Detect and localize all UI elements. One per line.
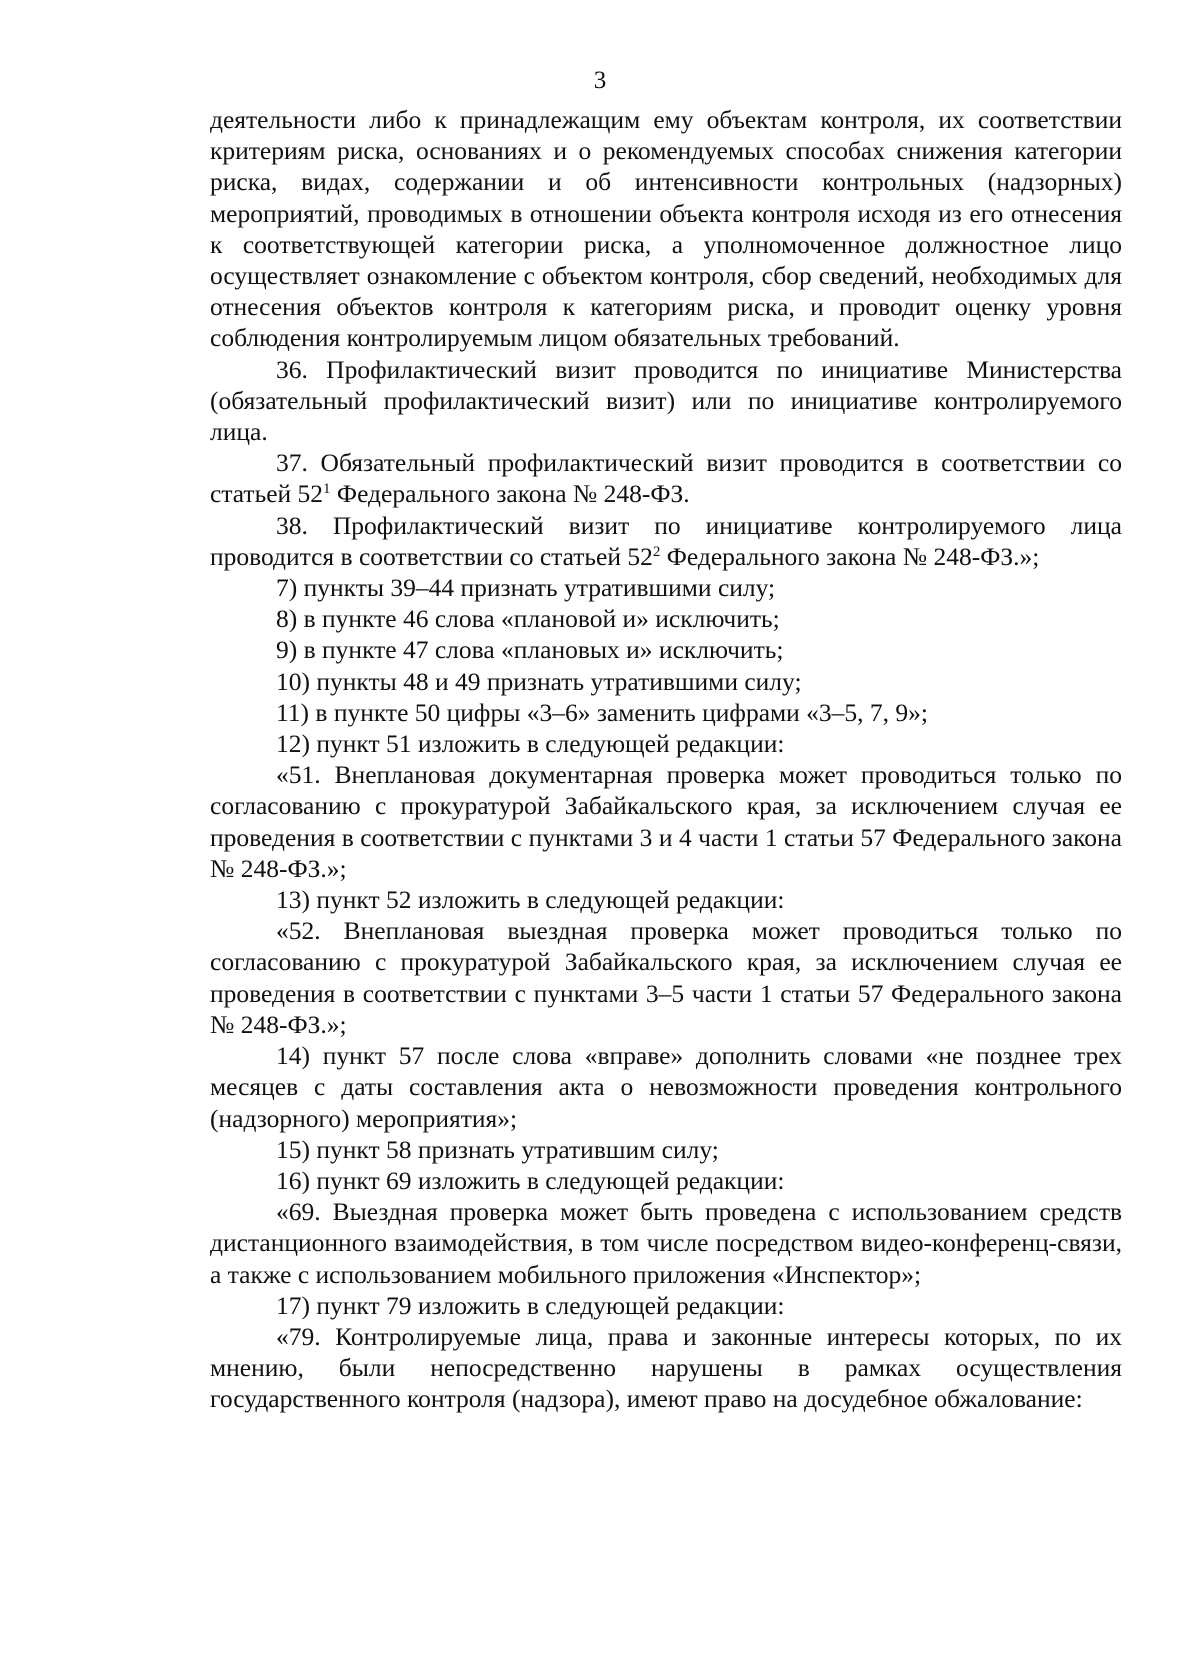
item-15: 15) пункт 58 признать утратившим силу; bbox=[276, 1134, 719, 1164]
item-17: 17) пункт 79 изложить в следующей редакции: bbox=[276, 1290, 785, 1320]
item-7: 7) пункты 39–44 признать утратившими силу; bbox=[276, 573, 776, 603]
superscript-2: 2 bbox=[652, 543, 661, 560]
paragraph-37 bbox=[210, 447, 1122, 509]
superscript-1: 1 bbox=[323, 481, 331, 498]
paragraph-69: «69. Выездная проверка может быть проведена с использованием средств дистанционного взаимодействия, в том числе посредством видео-конференц-связи, а также с использованием мобильного приложения «Инспектор»; bbox=[210, 1197, 1122, 1289]
page-number: 3 bbox=[593, 67, 607, 94]
item-13: 13) пункт 52 изложить в следующей редакции: bbox=[276, 885, 785, 915]
paragraph-continuation: деятельности либо к принадлежащим ему объектам контроля, их соответствии критериям риска, основаниях и о рекомендуемых способах снижения категории риска, видах, содержании и об интенсивности контрольных (надзорных) мероприятий, проводимых в отношении объекта контроля исходя из его отнесения к соответствующей категории риска, а уполномоченное должностное лицо осуществляет ознакомление с объектом контроля, сбор сведений, необходимых для отнесения объектов контроля к категориям риска, и проводит оценку уровня соблюдения контролируемым лицом обязательных требований. bbox=[210, 105, 1122, 353]
paragraph-51: «51. Внеплановая документарная проверка может проводиться только по согласованию с прокуратурой Забайкальского края, за исключением случая ее проведения в соответствии с пунктами 3 и 4 части 1 статьи 57 Федерального закона № 248-ФЗ.»; bbox=[210, 760, 1122, 883]
paragraph-36: 36. Профилактический визит проводится по инициативе Министерства (обязательный профилактический визит) или по инициативе контролируемого лица. bbox=[210, 354, 1122, 447]
document-body bbox=[210, 104, 1122, 1415]
paragraph-37-text-before: 37. Обязательный профилактический визит проводится в соответствии со статьей 52 bbox=[210, 448, 1122, 509]
paragraph-52: «52. Внеплановая выездная проверка может проводиться только по согласованию с прокуратурой Забайкальского края, за исключением случая ее проведения в соответствии с пунктами 3–5 части 1 статьи 57 Федерального закона № 248-ФЗ.»; bbox=[210, 916, 1122, 1039]
item-14: 14) пункт 57 после слова «вправе» дополнить словами «не позднее трех месяцев с даты составления акта о невозможности проведения контрольного (надзорного) мероприятия»; bbox=[210, 1041, 1122, 1133]
item-16: 16) пункт 69 изложить в следующей редакции: bbox=[276, 1165, 785, 1195]
item-11: 11) в пункте 50 цифры «3–6» заменить цифрами «3–5, 7, 9»; bbox=[276, 697, 929, 727]
item-9: 9) в пункте 47 слова «плановых и» исключить; bbox=[276, 635, 784, 665]
item-10: 10) пункты 48 и 49 признать утратившими силу; bbox=[276, 666, 802, 696]
paragraph-37-text-after: Федерального закона № 248-ФЗ. bbox=[330, 479, 690, 509]
item-8: 8) в пункте 46 слова «плановой и» исключить; bbox=[276, 604, 780, 634]
paragraph-79: «79. Контролируемые лица, права и законные интересы которых, по их мнению, были непосредственно нарушены в рамках осуществления государственного контроля (надзора), имеют право на досудебное обжалование: bbox=[210, 1321, 1122, 1414]
paragraph-38-text-before: 38. Профилактический визит по инициативе контролируемого лица проводится в соответствии со статьей 52 bbox=[210, 510, 1122, 571]
paragraph-38-text-after: Федерального закона № 248-ФЗ.»; bbox=[660, 541, 1040, 571]
item-12: 12) пункт 51 изложить в следующей редакции: bbox=[276, 729, 785, 759]
paragraph-38 bbox=[210, 510, 1122, 572]
